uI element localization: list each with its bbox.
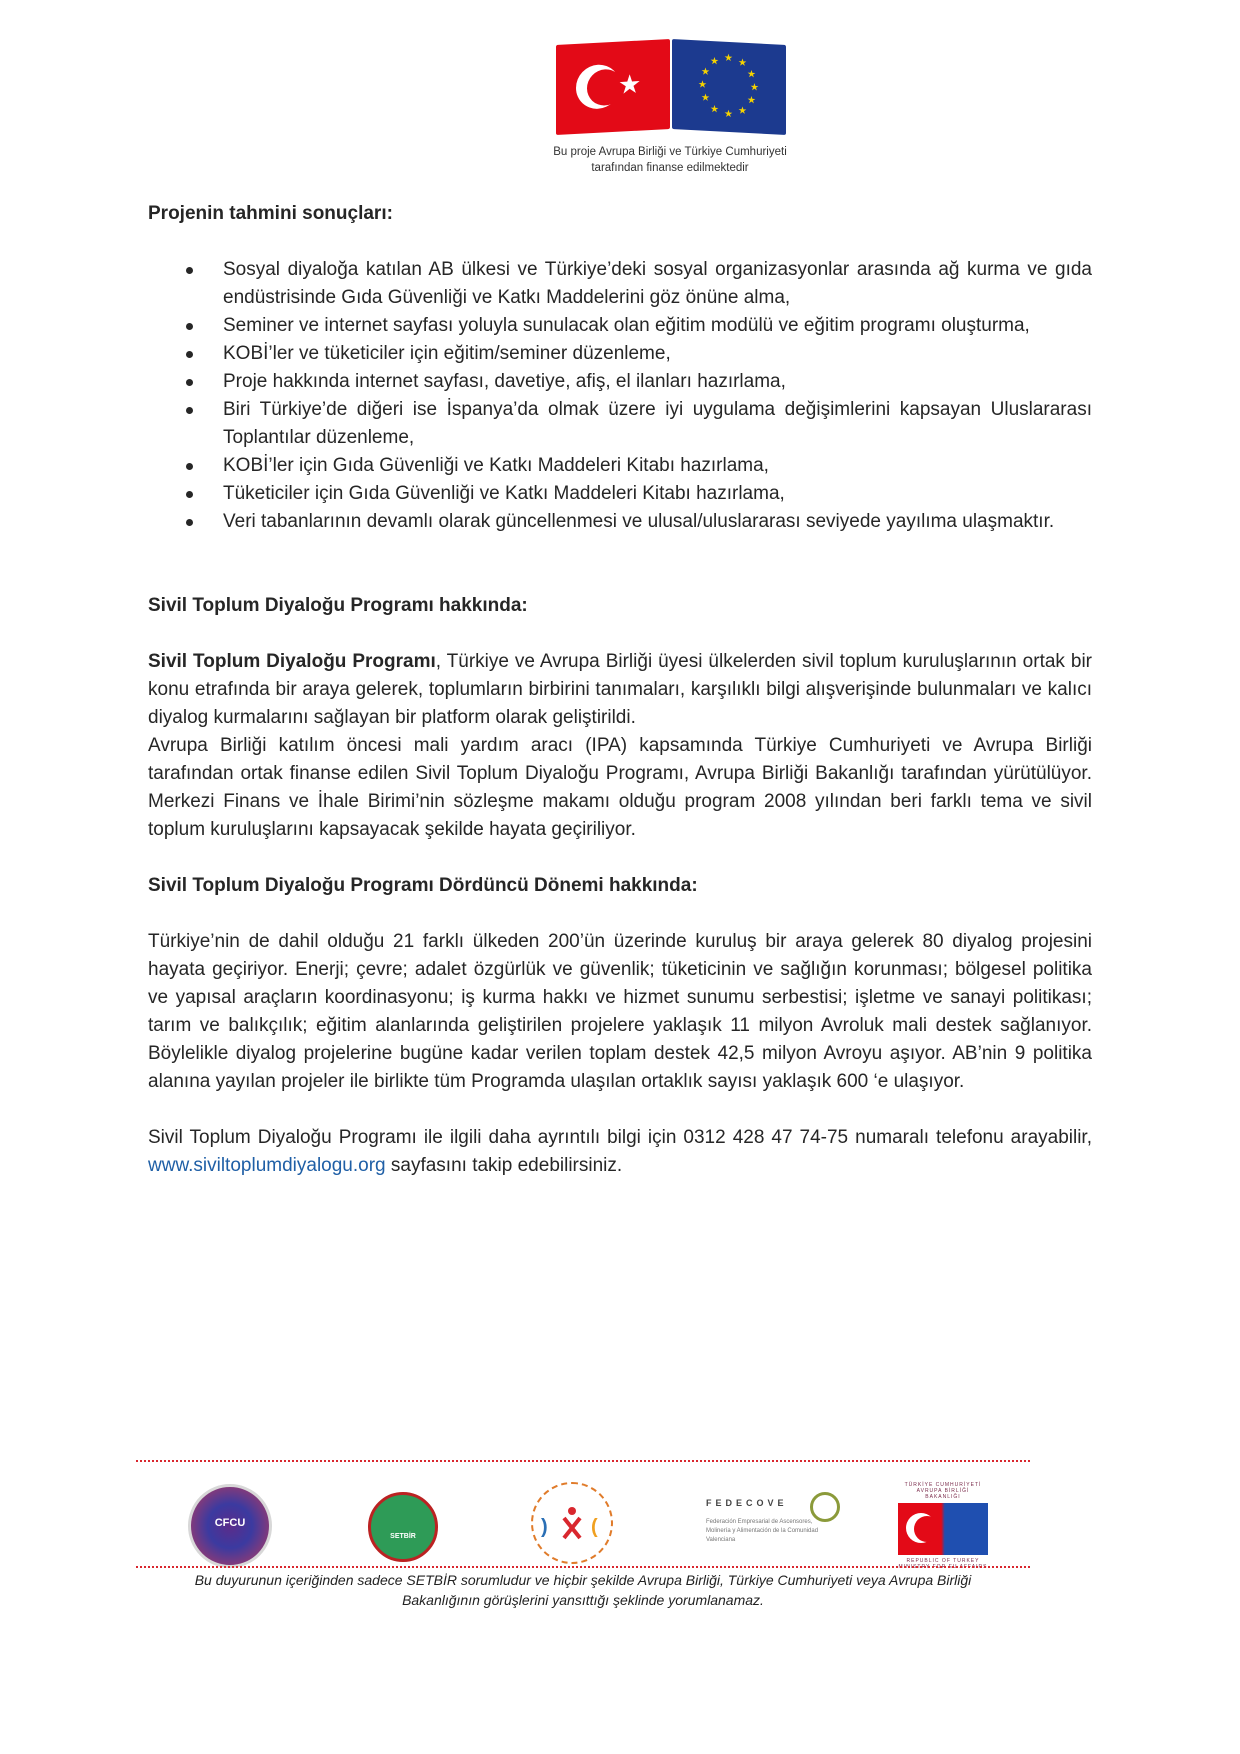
list-item: KOBİ’ler ve tüketiciler için eğitim/seminer düzenleme, xyxy=(148,340,1092,368)
caption-line-2: tarafından finanse edilmektedir xyxy=(591,162,749,174)
caption-line-1: Bu proje Avrupa Birliği ve Türkiye Cumhuriyeti xyxy=(553,146,787,158)
footer-top-divider xyxy=(136,1460,1030,1462)
setbir-logo: SETBİR xyxy=(368,1492,438,1562)
fedecove-ring-icon xyxy=(810,1492,840,1522)
tr-eu-flags-logo xyxy=(556,42,788,134)
section-heading-fourth-period: Sivil Toplum Diyaloğu Programı Dördüncü Dönemi hakkında: xyxy=(148,875,698,896)
footer-bottom-divider xyxy=(136,1566,1030,1568)
people-icon xyxy=(561,1506,583,1540)
list-item: Proje hakkında internet sayfası, davetiye, afiş, el ilanları hazırlama, xyxy=(148,368,1092,396)
funding-caption xyxy=(480,144,860,176)
partner-logos xyxy=(136,1480,1030,1570)
disclaimer: Bu duyurunun içeriğinden sadece SETBİR sorumludur ve hiçbir şekilde Avrupa Birliği, Türkiye Cumhuriyeti veya Avrupa Birliği Bakanlığının görüşlerini yansıttığı şeklinde yorumlanamaz. xyxy=(194,1572,972,1608)
bullet-icon xyxy=(186,379,193,386)
cfcu-logo: CFCU xyxy=(188,1484,272,1568)
eu-ministry-logo: TÜRKİYE CUMHURİYETİ AVRUPA BİRLİĞİ BAKANLIĞI REPUBLIC OF TURKEY MINISTRY FOR EU AFFAIRS xyxy=(898,1482,988,1570)
list-item: KOBİ’ler için Gıda Güvenliği ve Katkı Maddeleri Kitabı hazırlama, xyxy=(148,452,1092,480)
tr-eu-flag-icon xyxy=(898,1503,988,1555)
list-item: Seminer ve internet sayfası yoluyla sunulacak olan eğitim modülü ve eğitim programı oluşturma, xyxy=(148,312,1092,340)
bullet-icon xyxy=(186,323,193,330)
fourth-period-paragraph: Türkiye’nin de dahil olduğu 21 farklı ülkeden 200’ün üzerinde kuruluş bir araya gelerek 80 diyalog projesini hayata geçiriyor. Enerji; çevre; adalet özgürlük ve güvenlik; tüketicinin ve sağlığın korunması; bölgesel politika ve yapısal araçların koordinasyonu; iş kurma hakkı ve hizmet sunumu serbestisi; işletme ve sanayi politikası; tarım ve balıkçılık; eğitim alanlarında geliştirilen projelere yaklaşık 11 milyon Avroluk mali destek sağlanıyor. Böylelikle diyalog projelerine bugüne kadar verilen toplam destek 42,5 milyon Avroyu aşıyor. AB’nin 9 politika alanına yayılan projeler ile birlikte tüm Programda ulaşılan ortaklık sayısı yaklaşık 600 ‘e ulaşıyor. xyxy=(148,931,1092,1092)
results-list xyxy=(148,256,1092,536)
turkey-flag-icon: ★ xyxy=(556,39,670,135)
bullet-icon xyxy=(186,463,193,470)
section-heading-program: Sivil Toplum Diyaloğu Programı hakkında: xyxy=(148,595,528,616)
program-paragraph-1: Sivil Toplum Diyaloğu Programı, Türkiye ve Avrupa Birliği üyesi ülkelerden sivil toplum kuruluşlarının ortak bir konu etrafında bir araya gelerek, toplumların birbirini tanımaları, karşılıklı bilgi alışverişinde bulunmaları ve kalıcı diyalog kurmalarını sağlayan bir platform olarak geliştirildi. xyxy=(148,651,1092,728)
section-heading-results: Projenin tahmini sonuçları: xyxy=(148,203,393,224)
bullet-icon xyxy=(186,267,193,274)
fedecove-logo: FEDECOVE Federación Empresarial de Ascensores, Molinería y Alimentación de la Comunidad Valenciana xyxy=(706,1498,836,1558)
contact-paragraph: Sivil Toplum Diyaloğu Programı ile ilgili daha ayrıntılı bilgi için 0312 428 47 74-75 numaralı telefonu arayabilir, www.siviltoplumdiyalogu.org sayfasını takip edebilirsiniz. xyxy=(148,1127,1092,1176)
bullet-icon xyxy=(186,491,193,498)
sivil-toplum-diyalogu-logo: ) ( xyxy=(531,1482,613,1564)
website-link[interactable]: www.siviltoplumdiyalogu.org xyxy=(148,1155,386,1176)
program-paragraph-2: Avrupa Birliği katılım öncesi mali yardım aracı (IPA) kapsamında Türkiye Cumhuriyeti ve Avrupa Birliği tarafından ortak finanse edilen Sivil Toplum Diyaloğu Programı, Avrupa Birliği Bakanlığı tarafından yürütülüyor. Merkezi Finans ve İhale Birimi’nin sözleşme makamı olduğu program 2008 yılından beri farklı tema ve sivil toplum kuruluşlarını kapsayacak şekilde hayata geçiriliyor. xyxy=(148,735,1092,840)
list-item: Sosyal diyaloğa katılan AB ülkesi ve Türkiye’deki sosyal organizasyonlar arasında ağ kurma ve gıda endüstrisinde Gıda Güvenliği ve Katkı Maddelerini göz önüne alma, xyxy=(148,256,1092,312)
list-item: Tüketiciler için Gıda Güvenliği ve Katkı Maddeleri Kitabı hazırlama, xyxy=(148,480,1092,508)
bullet-icon xyxy=(186,519,193,526)
bullet-icon xyxy=(186,407,193,414)
bullet-icon xyxy=(186,351,193,358)
document-body xyxy=(148,200,1092,1180)
list-item: Veri tabanlarının devamlı olarak güncellenmesi ve ulusal/uluslararası seviyede yayılıma ulaşmaktır. xyxy=(148,508,1092,536)
eu-flag-icon: ★ ★ ★ ★ ★ ★ ★ ★ ★ ★ ★ ★ xyxy=(672,39,786,135)
list-item: Biri Türkiye’de diğeri ise İspanya’da olmak üzere iyi uygulama değişimlerini kapsayan Uluslararası Toplantılar düzenleme, xyxy=(148,396,1092,452)
